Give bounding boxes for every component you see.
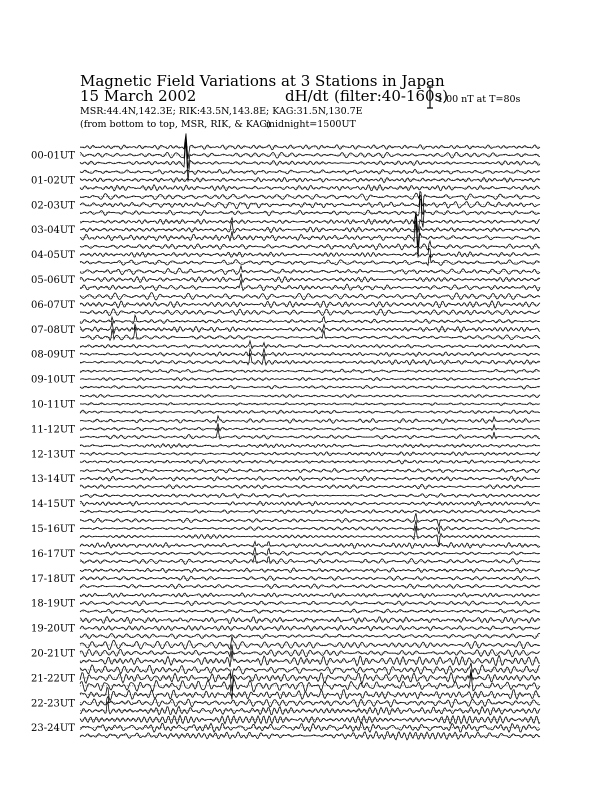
trace-kag <box>80 341 540 349</box>
row-label: 12-13UT <box>31 449 75 461</box>
chart-quantity: dH/dt <box>285 87 329 105</box>
scale-bar-label: 1.00 nT at T=80s <box>437 94 521 105</box>
row-label: 02-03UT <box>31 200 75 212</box>
trace-kag <box>80 593 540 598</box>
trace-rik <box>80 248 540 257</box>
trace-msr <box>80 255 540 266</box>
trace-msr <box>80 221 540 258</box>
station-coordinates: MSR:44.4N,142.3E; RIK:43.5N,143.8E; KAG:31.5N,130.7E <box>80 106 363 117</box>
row-labels <box>31 151 75 735</box>
row-label: 23-24UT <box>31 723 75 735</box>
trace-rik <box>80 645 540 657</box>
trace-kag <box>80 315 540 323</box>
row-label: 04-05UT <box>31 250 75 262</box>
trace-kag <box>80 513 540 526</box>
trace-kag <box>80 266 540 275</box>
row-label: 09-10UT <box>31 374 75 386</box>
row-label: 00-01UT <box>31 150 75 162</box>
row-label: 03-04UT <box>31 225 75 237</box>
row-label: 21-22UT <box>31 673 75 685</box>
row-label: 08-09UT <box>31 349 75 361</box>
trace-kag <box>80 716 540 724</box>
row-label: 06-07UT <box>31 299 75 311</box>
row-label: 15-16UT <box>31 524 75 535</box>
row-label: 14-15UT <box>31 499 75 511</box>
trace-rik <box>80 348 540 356</box>
trace-kag <box>80 212 540 233</box>
row-label: 11-12UT <box>31 424 75 436</box>
row-label: 07-08UT <box>31 324 75 336</box>
row-label: 19-20UT <box>31 623 75 635</box>
row-label: 20-21UT <box>31 648 75 660</box>
row-label: 16-17UT <box>31 548 75 560</box>
trace-rik <box>80 547 540 555</box>
trace-rik <box>80 452 540 456</box>
trace-kag <box>80 541 540 548</box>
midnight-note: midnight=1500UT <box>266 119 356 130</box>
trace-kag <box>80 416 540 424</box>
trace-msr <box>80 280 540 291</box>
row-label: 22-23UT <box>31 698 75 710</box>
trace-rik <box>80 273 540 282</box>
trace-rik <box>80 521 540 535</box>
trace-rik <box>80 423 540 430</box>
row-label: 10-11UT <box>31 399 75 411</box>
row-label: 18-19UT <box>31 598 75 610</box>
trace-rik <box>80 321 540 333</box>
trace-msr <box>80 353 540 365</box>
chart-title: Magnetic Field Variations at 3 Stations in Japan <box>80 72 445 90</box>
row-label: 01-02UT <box>31 175 75 187</box>
row-label: 17-18UT <box>31 573 75 585</box>
row-label: 13-14UT <box>31 474 75 486</box>
chart-date: 15 March 2002 <box>80 87 197 105</box>
trace-kag <box>80 687 540 700</box>
chart-header <box>80 72 448 130</box>
row-label: 05-06UT <box>31 275 75 286</box>
trace-rik <box>80 696 540 707</box>
chart-filter: (filter:40-160s) <box>334 87 449 105</box>
trace-msr <box>80 555 540 565</box>
trace-msr <box>80 385 540 389</box>
station-order-note: (from bottom to top, MSR, RIK, & KAG) <box>80 119 271 130</box>
trace-kag <box>80 241 540 250</box>
trace-area <box>80 133 540 740</box>
